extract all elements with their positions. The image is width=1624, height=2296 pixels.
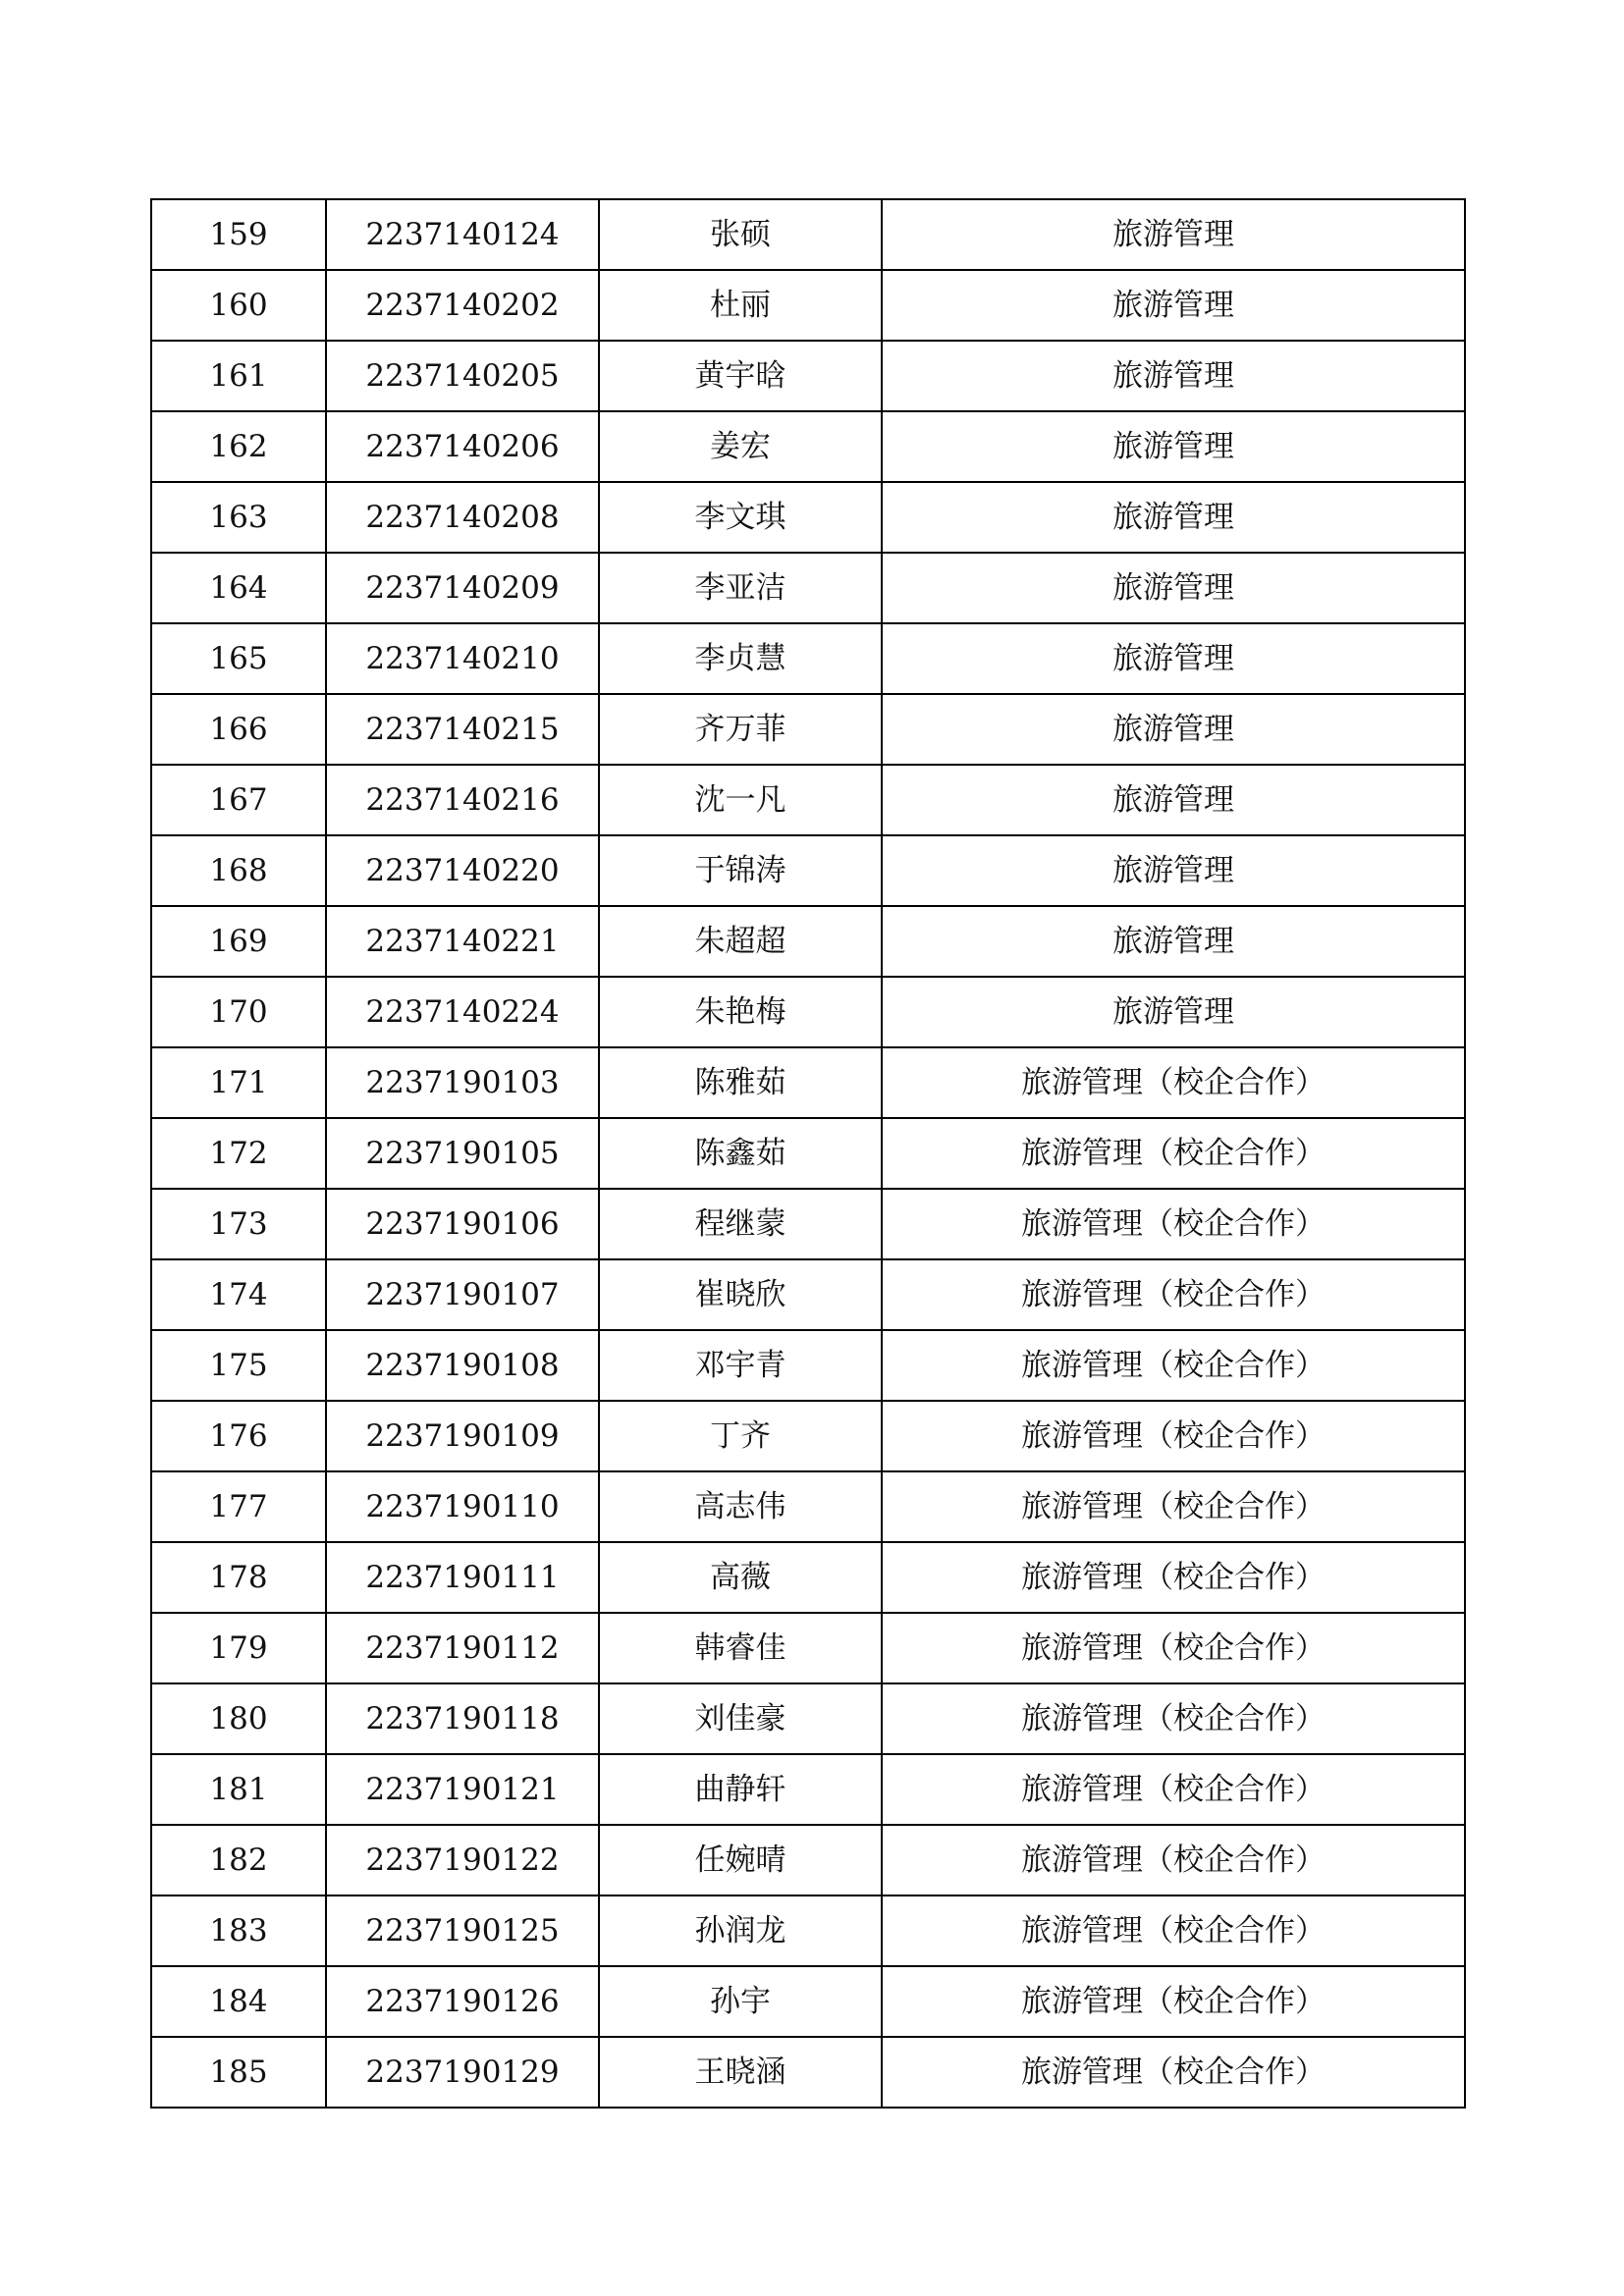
table-row (151, 1896, 1465, 1966)
row-number-cell: 171 (151, 1047, 326, 1118)
row-number-cell: 182 (151, 1825, 326, 1896)
table-row (151, 1966, 1465, 2037)
major-cell: 旅游管理（校企合作） (882, 1683, 1465, 1754)
major-cell: 旅游管理（校企合作） (882, 1613, 1465, 1683)
student-name-cell: 姜宏 (599, 411, 882, 482)
row-number-cell: 166 (151, 694, 326, 765)
student-id-cell: 2237190129 (326, 2037, 599, 2108)
major-cell: 旅游管理 (882, 553, 1465, 623)
table-row (151, 1047, 1465, 1118)
major-cell: 旅游管理（校企合作） (882, 1118, 1465, 1189)
student-name-cell: 高薇 (599, 1542, 882, 1613)
student-name-cell: 程继蒙 (599, 1189, 882, 1259)
table-row (151, 694, 1465, 765)
major-cell: 旅游管理（校企合作） (882, 1754, 1465, 1825)
student-name-cell: 黄宇晗 (599, 341, 882, 411)
major-cell: 旅游管理（校企合作） (882, 1259, 1465, 1330)
major-cell: 旅游管理（校企合作） (882, 1471, 1465, 1542)
row-number-cell: 175 (151, 1330, 326, 1401)
table-row (151, 482, 1465, 553)
student-name-cell: 李亚洁 (599, 553, 882, 623)
student-name-cell: 曲静轩 (599, 1754, 882, 1825)
student-id-cell: 2237140209 (326, 553, 599, 623)
student-id-cell: 2237190125 (326, 1896, 599, 1966)
student-id-cell: 2237190106 (326, 1189, 599, 1259)
student-id-cell: 2237140208 (326, 482, 599, 553)
table-row (151, 1189, 1465, 1259)
student-id-cell: 2237190103 (326, 1047, 599, 1118)
student-id-cell: 2237190108 (326, 1330, 599, 1401)
student-id-cell: 2237190111 (326, 1542, 599, 1613)
student-roster-table (150, 198, 1466, 2109)
major-cell: 旅游管理（校企合作） (882, 1542, 1465, 1613)
major-cell: 旅游管理 (882, 270, 1465, 341)
student-id-cell: 2237140210 (326, 623, 599, 694)
student-id-cell: 2237190112 (326, 1613, 599, 1683)
row-number-cell: 161 (151, 341, 326, 411)
table-row (151, 1118, 1465, 1189)
row-number-cell: 174 (151, 1259, 326, 1330)
student-name-cell: 于锦涛 (599, 835, 882, 906)
student-id-cell: 2237140202 (326, 270, 599, 341)
table-row (151, 1754, 1465, 1825)
row-number-cell: 176 (151, 1401, 326, 1471)
row-number-cell: 172 (151, 1118, 326, 1189)
table-row (151, 623, 1465, 694)
student-id-cell: 2237140220 (326, 835, 599, 906)
student-id-cell: 2237190122 (326, 1825, 599, 1896)
row-number-cell: 184 (151, 1966, 326, 2037)
student-id-cell: 2237190107 (326, 1259, 599, 1330)
student-id-cell: 2237140215 (326, 694, 599, 765)
row-number-cell: 168 (151, 835, 326, 906)
row-number-cell: 180 (151, 1683, 326, 1754)
student-id-cell: 2237140205 (326, 341, 599, 411)
student-name-cell: 李文琪 (599, 482, 882, 553)
major-cell: 旅游管理 (882, 341, 1465, 411)
table-row (151, 765, 1465, 835)
table-row (151, 1401, 1465, 1471)
student-name-cell: 陈雅茹 (599, 1047, 882, 1118)
table-row (151, 270, 1465, 341)
student-id-cell: 2237190121 (326, 1754, 599, 1825)
table-row (151, 199, 1465, 270)
student-id-cell: 2237190118 (326, 1683, 599, 1754)
row-number-cell: 160 (151, 270, 326, 341)
row-number-cell: 163 (151, 482, 326, 553)
table-row (151, 411, 1465, 482)
student-name-cell: 沈一凡 (599, 765, 882, 835)
major-cell: 旅游管理 (882, 694, 1465, 765)
major-cell: 旅游管理 (882, 199, 1465, 270)
table-row (151, 835, 1465, 906)
major-cell: 旅游管理 (882, 835, 1465, 906)
row-number-cell: 177 (151, 1471, 326, 1542)
row-number-cell: 169 (151, 906, 326, 977)
major-cell: 旅游管理（校企合作） (882, 1330, 1465, 1401)
student-name-cell: 孙宇 (599, 1966, 882, 2037)
student-id-cell: 2237190126 (326, 1966, 599, 2037)
row-number-cell: 173 (151, 1189, 326, 1259)
table-row (151, 1542, 1465, 1613)
table-row (151, 1471, 1465, 1542)
row-number-cell: 167 (151, 765, 326, 835)
major-cell: 旅游管理 (882, 977, 1465, 1047)
major-cell: 旅游管理（校企合作） (882, 1966, 1465, 2037)
student-id-cell: 2237140221 (326, 906, 599, 977)
student-name-cell: 陈鑫茹 (599, 1118, 882, 1189)
roster-body (151, 199, 1465, 2108)
row-number-cell: 164 (151, 553, 326, 623)
student-name-cell: 任婉晴 (599, 1825, 882, 1896)
student-id-cell: 2237190109 (326, 1401, 599, 1471)
major-cell: 旅游管理（校企合作） (882, 1825, 1465, 1896)
row-number-cell: 162 (151, 411, 326, 482)
table-row (151, 553, 1465, 623)
student-id-cell: 2237190105 (326, 1118, 599, 1189)
row-number-cell: 179 (151, 1613, 326, 1683)
row-number-cell: 165 (151, 623, 326, 694)
student-name-cell: 邓宇青 (599, 1330, 882, 1401)
student-name-cell: 孙润龙 (599, 1896, 882, 1966)
student-name-cell: 齐万菲 (599, 694, 882, 765)
row-number-cell: 183 (151, 1896, 326, 1966)
major-cell: 旅游管理（校企合作） (882, 1189, 1465, 1259)
student-id-cell: 2237190110 (326, 1471, 599, 1542)
row-number-cell: 181 (151, 1754, 326, 1825)
table-row (151, 341, 1465, 411)
student-id-cell: 2237140224 (326, 977, 599, 1047)
major-cell: 旅游管理 (882, 623, 1465, 694)
student-name-cell: 崔晓欣 (599, 1259, 882, 1330)
table-row (151, 1825, 1465, 1896)
table-row (151, 1330, 1465, 1401)
student-id-cell: 2237140216 (326, 765, 599, 835)
major-cell: 旅游管理 (882, 482, 1465, 553)
student-name-cell: 刘佳豪 (599, 1683, 882, 1754)
major-cell: 旅游管理（校企合作） (882, 1047, 1465, 1118)
major-cell: 旅游管理 (882, 765, 1465, 835)
table-row (151, 1259, 1465, 1330)
row-number-cell: 178 (151, 1542, 326, 1613)
table-row (151, 2037, 1465, 2108)
row-number-cell: 170 (151, 977, 326, 1047)
major-cell: 旅游管理（校企合作） (882, 2037, 1465, 2108)
student-name-cell: 张硕 (599, 199, 882, 270)
student-name-cell: 韩睿佳 (599, 1613, 882, 1683)
table-row (151, 1613, 1465, 1683)
student-id-cell: 2237140206 (326, 411, 599, 482)
student-name-cell: 高志伟 (599, 1471, 882, 1542)
student-name-cell: 朱超超 (599, 906, 882, 977)
table-row (151, 906, 1465, 977)
major-cell: 旅游管理（校企合作） (882, 1401, 1465, 1471)
student-id-cell: 2237140124 (326, 199, 599, 270)
row-number-cell: 185 (151, 2037, 326, 2108)
table-row (151, 977, 1465, 1047)
student-name-cell: 李贞慧 (599, 623, 882, 694)
major-cell: 旅游管理 (882, 906, 1465, 977)
student-name-cell: 杜丽 (599, 270, 882, 341)
major-cell: 旅游管理 (882, 411, 1465, 482)
student-name-cell: 丁齐 (599, 1401, 882, 1471)
major-cell: 旅游管理（校企合作） (882, 1896, 1465, 1966)
student-name-cell: 王晓涵 (599, 2037, 882, 2108)
student-name-cell: 朱艳梅 (599, 977, 882, 1047)
table-row (151, 1683, 1465, 1754)
row-number-cell: 159 (151, 199, 326, 270)
